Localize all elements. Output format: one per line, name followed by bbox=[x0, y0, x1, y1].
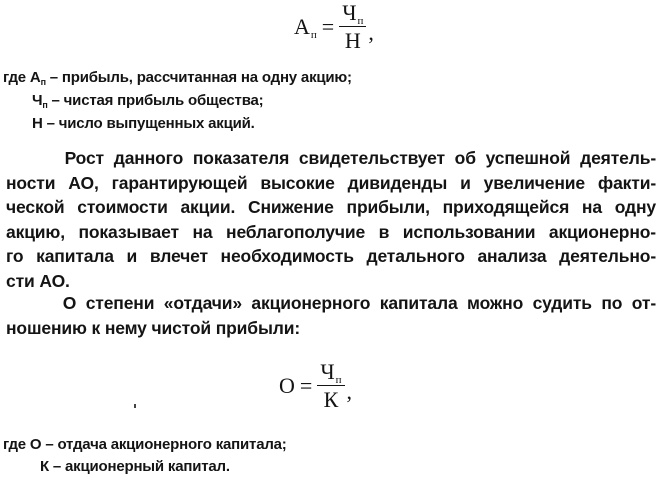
definition-text: – прибыль, рассчитанная на одну акцию; bbox=[45, 69, 352, 86]
symbol-subscript: п bbox=[40, 77, 46, 87]
definition-row bbox=[3, 113, 352, 135]
numerator-subscript: п bbox=[357, 15, 364, 27]
numerator-symbol: Ч bbox=[320, 359, 335, 384]
paragraph-line: го капитала и влечет необходимость детального анализа деятельно- bbox=[6, 246, 656, 266]
definition-symbol bbox=[30, 67, 46, 90]
scan-speck bbox=[134, 404, 136, 408]
formula-lhs bbox=[294, 14, 317, 41]
definition-text: – чистая прибыль общества; bbox=[47, 92, 264, 109]
definition-row bbox=[3, 90, 352, 113]
formula-comma: , bbox=[346, 379, 353, 404]
formula-definitions bbox=[3, 67, 352, 135]
formula-comma: , bbox=[368, 20, 374, 45]
fraction-numerator bbox=[339, 0, 366, 27]
definition-row bbox=[3, 67, 352, 90]
numerator-symbol: Ч bbox=[342, 0, 357, 25]
paragraph-line: акцию, показывает на неблагополучие в использовании акционерно- bbox=[6, 221, 656, 242]
paragraph-line: О степени «отдачи» акционерного капитала можно судить по от- bbox=[6, 293, 656, 313]
definition-symbol: Н bbox=[32, 115, 43, 132]
formula-lhs-subscript: п bbox=[310, 29, 317, 41]
symbol-letter: Ч bbox=[32, 92, 43, 109]
formula-capital-return bbox=[279, 361, 352, 411]
paragraph-line: сти АО. bbox=[6, 270, 70, 291]
formula-earnings-per-share bbox=[294, 2, 374, 52]
equals-sign: = bbox=[321, 14, 335, 39]
body-paragraph bbox=[6, 291, 656, 340]
definition-prefix: где bbox=[3, 69, 26, 86]
definition-text: – число выпущенных акций. bbox=[42, 115, 255, 132]
fraction-numerator bbox=[317, 359, 344, 386]
body-paragraph bbox=[6, 146, 656, 293]
symbol-subscript: п bbox=[42, 100, 48, 110]
definition-row: где О – отдача акционерного капитала; bbox=[3, 436, 287, 453]
symbol-letter: А bbox=[29, 69, 41, 86]
formula-lhs-symbol: А bbox=[294, 14, 310, 39]
paragraph-line: ношению к нему чистой прибыли: bbox=[6, 317, 300, 338]
definition-row: К – акционерный капитал. bbox=[40, 458, 230, 475]
fraction-denominator: Н bbox=[344, 28, 361, 53]
numerator-subscript: п bbox=[335, 374, 342, 386]
definition-symbol bbox=[32, 90, 48, 113]
fraction bbox=[317, 361, 344, 411]
fraction-denominator: К bbox=[323, 387, 339, 412]
paragraph-line: ческой стоимости акции. Снижение прибыли, приходящейся на одну bbox=[6, 197, 656, 217]
fraction bbox=[339, 2, 366, 52]
formula-definitions bbox=[3, 434, 287, 478]
equals-sign: = bbox=[299, 373, 313, 398]
formula-lhs: О bbox=[279, 373, 295, 398]
paragraph-line: Рост данного показателя свидетельствует об успешной деятель- bbox=[6, 148, 656, 168]
paragraph-line: ности АО, гарантирующей высокие дивиденды и увеличение факти- bbox=[6, 172, 656, 193]
